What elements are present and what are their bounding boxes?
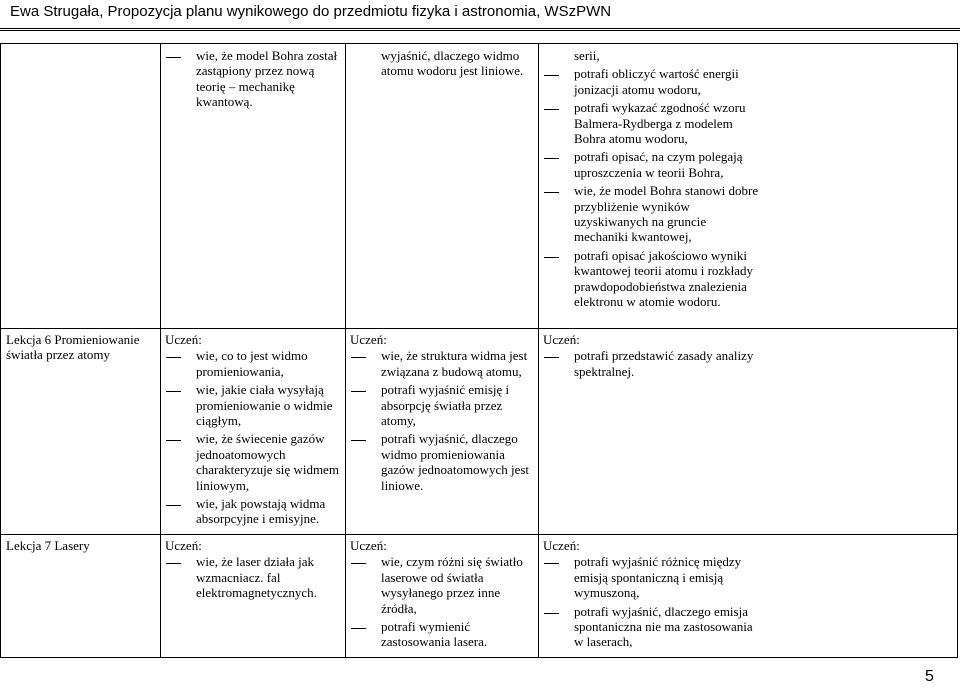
student-label: Uczeń: — [543, 537, 580, 553]
student-label: Uczeń: — [543, 332, 580, 347]
list-item: wie, że model Bohra został zastąpiony przez nową teorię – mechanikę kwantową. — [165, 48, 341, 110]
student-label: Uczeń: — [165, 332, 202, 347]
plan-table — [0, 43, 958, 658]
list-item: potrafi przedstawić zasady analizy spektralnej. — [543, 348, 763, 379]
list-item: wie, że model Bohra stanowi dobre przybliżenie wyników uzyskiwanych na gruncie mechaniki kwantowej, — [543, 183, 763, 245]
requirements-basic-cell — [161, 534, 346, 657]
list-item: wie, co to jest widmo promieniowania, — [165, 348, 341, 379]
requirements-basic-cell — [161, 44, 346, 329]
list-item: potrafi wyjaśnić emisję i absorpcję światła przez atomy, — [350, 382, 534, 428]
student-label: Uczeń: — [165, 537, 202, 553]
requirements-advanced-cell — [539, 534, 958, 657]
list-item: potrafi wyjaśnić, dlaczego widmo promieniowania gazów jednoatomowych jest liniowe. — [350, 431, 534, 493]
list-item: potrafi opisać, na czym polegają uproszczenia w teorii Bohra, — [543, 149, 763, 180]
list-item: wie, jakie ciała wysyłają promieniowanie o widmie ciągłym, — [165, 382, 341, 428]
list-item: potrafi opisać jakościowo wyniki kwantowej teorii atomu i rozkłady prawdopodobieństwa znalezienia elektronu w atomie wodoru. — [543, 248, 763, 310]
lesson-cell — [1, 534, 161, 657]
table-row — [1, 44, 958, 329]
requirements-extended-cell — [346, 534, 539, 657]
student-label: Uczeń: — [350, 332, 387, 347]
table-row — [1, 534, 958, 657]
list-item: potrafi wymienić zastosowania lasera. — [350, 619, 534, 650]
requirements-basic-cell — [161, 329, 346, 535]
lesson-title: Lekcja 6 Promieniowanie światła przez atomy — [6, 332, 140, 363]
list-item: wie, że świecenie gazów jednoatomowych charakteryzuje się widmem liniowym, — [165, 431, 341, 493]
lesson-cell — [1, 44, 161, 329]
list-item: potrafi wyjaśnić, dlaczego emisja spontaniczna nie ma zastosowania w laserach, — [543, 604, 763, 650]
requirements-extended-cell — [346, 44, 539, 329]
header-rule-secondary — [0, 30, 960, 31]
list-item: wie, czym różni się światło laserowe od światła wysyłanego przez inne źródła, — [350, 554, 534, 616]
list-item: potrafi obliczyć wartość energii jonizacji atomu wodoru, — [543, 66, 763, 97]
requirements-extended-cell — [346, 329, 539, 535]
header-rule — [0, 28, 960, 29]
page-number: 5 — [925, 668, 934, 685]
lesson-cell — [1, 329, 161, 535]
requirements-advanced-cell — [539, 329, 958, 535]
table-row — [1, 329, 958, 535]
list-item: wie, jak powstają widma absorpcyjne i emisyjne. — [165, 496, 341, 527]
requirements-advanced-cell — [539, 44, 958, 329]
list-item: potrafi wykazać zgodność wzoru Balmera-Rydberga z modelem Bohra atomu wodoru, — [543, 100, 763, 146]
list-item: wie, że laser działa jak wzmacniacz. fal elektromagnetycznych. — [165, 554, 341, 600]
document-header: Ewa Strugała, Propozycja planu wynikowego do przedmiotu fizyka i astronomia, WSzPWN — [10, 3, 612, 20]
list-item: wie, że struktura widma jest związana z budową atomu, — [350, 348, 534, 379]
list-item: wyjaśnić, dlaczego widmo atomu wodoru jest liniowe. — [381, 48, 524, 79]
list-item: serii, — [574, 48, 600, 63]
lesson-title: Lekcja 7 Lasery — [6, 537, 90, 553]
list-item: potrafi wyjaśnić różnicę między emisją spontaniczną i emisją wymuszoną, — [543, 554, 763, 600]
student-label: Uczeń: — [350, 537, 387, 553]
